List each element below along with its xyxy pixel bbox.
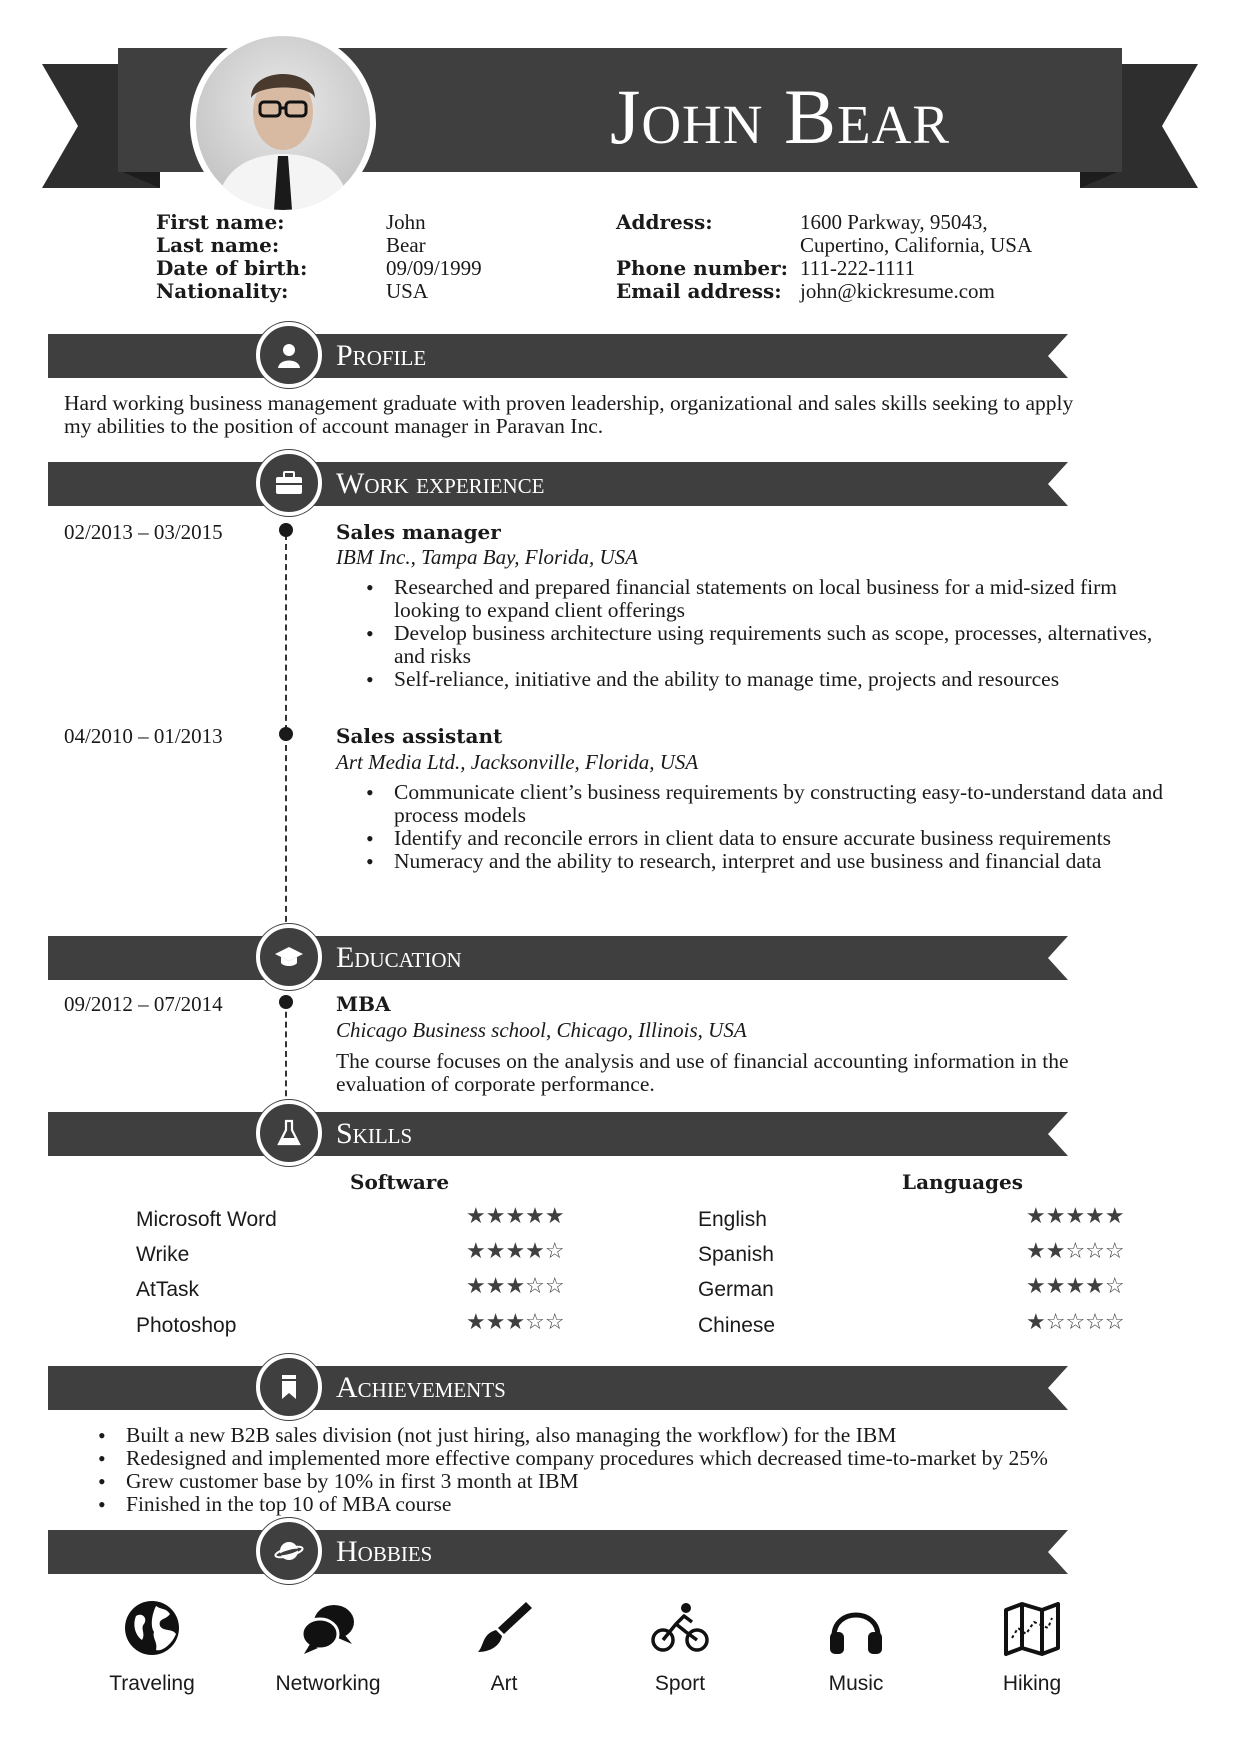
software-heading: Software	[350, 1170, 450, 1194]
speech-bubbles-icon	[248, 1598, 408, 1662]
address-line1: 1600 Parkway, 95043,	[800, 210, 988, 234]
list-item: • Finished in the top 10 of MBA course	[98, 1493, 1158, 1516]
briefcase-icon	[256, 450, 322, 516]
list-item: • Redesigned and implemented more effective company procedures which decreased time-to-market by 25%	[98, 1447, 1158, 1470]
skill-name: AtTask	[136, 1278, 200, 1301]
bookmark-icon	[256, 1354, 322, 1420]
skill-name: Wrike	[136, 1243, 190, 1266]
planet-icon	[256, 1518, 322, 1584]
person-icon	[256, 322, 322, 388]
education-school: Chicago Business school, Chicago, Illinois, USA	[336, 1018, 747, 1042]
graduation-cap-icon	[256, 924, 322, 990]
job-1-bullets	[366, 576, 1176, 691]
section-bar-hobbies	[48, 1530, 1068, 1574]
skill-name: Photoshop	[136, 1314, 237, 1337]
hobby-label-hiking: Hiking	[1002, 1672, 1062, 1695]
rating-stars: ★★★☆☆	[466, 1310, 565, 1335]
section-bar-profile	[48, 334, 1068, 378]
list-item: • Researched and prepared financial statements on local business for a mid-sized firm looking to expand client offerings	[366, 576, 1176, 622]
section-title-education: Education	[336, 941, 462, 974]
section-title-achievements: Achievements	[336, 1371, 506, 1404]
rating-stars: ★☆☆☆☆	[1026, 1310, 1125, 1335]
section-title-profile: Profile	[336, 339, 427, 372]
globe-icon	[72, 1598, 232, 1662]
cyclist-icon	[600, 1598, 760, 1662]
list-item: • Self-reliance, initiative and the ability to manage time, projects and resources	[366, 668, 1176, 691]
job-2-company: Art Media Ltd., Jacksonville, Florida, USA	[336, 750, 699, 774]
profile-text-line2: my abilities to the position of account manager in Paravan Inc.	[64, 414, 604, 438]
hobby-label-networking: Networking	[275, 1672, 381, 1695]
phone-value: 111-222-1111	[800, 256, 916, 280]
education-timeline	[285, 1002, 287, 1106]
education-desc-line2: evaluation of corporate performance.	[336, 1072, 655, 1096]
list-item: • Identify and reconcile errors in client data to ensure accurate business requirements	[366, 827, 1176, 850]
education-dates: 09/2012 – 07/2014	[64, 992, 223, 1016]
job-2-bullets	[366, 781, 1176, 873]
timeline-dot	[279, 727, 293, 741]
hobby-label-traveling: Traveling	[109, 1672, 195, 1695]
education-desc-line1: The course focuses on the analysis and use of financial accounting information in the	[336, 1049, 1069, 1073]
hobby-label-music: Music	[828, 1672, 884, 1695]
job-2-dates: 04/2010 – 01/2013	[64, 724, 223, 748]
skill-name: English	[698, 1208, 767, 1231]
hobby-label-sport: Sport	[654, 1672, 706, 1695]
nationality-value: USA	[386, 279, 429, 303]
email-value: john@kickresume.com	[800, 279, 995, 303]
list-item: • Grew customer base by 10% in first 3 month at IBM	[98, 1470, 1158, 1493]
hobby-label-art: Art	[490, 1672, 518, 1695]
job-1-company: IBM Inc., Tampa Bay, Florida, USA	[336, 545, 638, 569]
rating-stars: ★★★★☆	[1026, 1274, 1125, 1299]
list-item: • Communicate client’s business requirements by constructing easy-to-understand data and process models	[366, 781, 1176, 827]
languages-heading: Languages	[902, 1170, 1024, 1194]
first-name-label: First name:	[156, 210, 285, 234]
flask-icon	[256, 1100, 322, 1166]
paintbrush-icon	[424, 1598, 584, 1662]
section-bar-education	[48, 936, 1068, 980]
rating-stars: ★★★★☆	[466, 1239, 565, 1264]
section-title-work: Work experience	[336, 467, 545, 500]
achievements-list	[98, 1424, 1158, 1516]
headphones-icon	[776, 1598, 936, 1662]
address-label: Address:	[616, 210, 713, 234]
job-1-title: Sales manager	[336, 520, 501, 544]
rating-stars: ★★☆☆☆	[1026, 1239, 1125, 1264]
list-item: • Develop business architecture using requirements such as scope, processes, alternatives, and risks	[366, 622, 1176, 668]
job-2-title: Sales assistant	[336, 724, 503, 748]
section-bar-skills	[48, 1112, 1068, 1156]
map-icon	[952, 1598, 1112, 1662]
address-line2: Cupertino, California, USA	[800, 233, 1033, 257]
job-1-dates: 02/2013 – 03/2015	[64, 520, 223, 544]
section-bar-work	[48, 462, 1068, 506]
skill-name: Microsoft Word	[136, 1208, 277, 1231]
email-label: Email address:	[616, 279, 782, 303]
rating-stars: ★★★☆☆	[466, 1274, 565, 1299]
dob-label: Date of birth:	[156, 256, 308, 280]
education-degree: MBA	[336, 992, 391, 1016]
last-name-value: Bear	[386, 233, 426, 257]
section-title-hobbies: Hobbies	[336, 1535, 433, 1568]
section-title-skills: Skills	[336, 1117, 413, 1150]
skill-name: Chinese	[698, 1314, 776, 1337]
timeline-dot	[279, 995, 293, 1009]
rating-stars: ★★★★★	[466, 1204, 565, 1229]
list-item: • Numeracy and the ability to research, interpret and use business and financial data	[366, 850, 1176, 873]
dob-value: 09/09/1999	[386, 256, 482, 280]
skill-name: German	[698, 1278, 774, 1301]
timeline-dot	[279, 523, 293, 537]
first-name-value: John	[386, 210, 426, 234]
last-name-label: Last name:	[156, 233, 280, 257]
skill-name: Spanish	[698, 1243, 774, 1266]
list-item: • Built a new B2B sales division (not just hiring, also managing the workflow) for the IBM	[98, 1424, 1158, 1447]
nationality-label: Nationality:	[156, 279, 289, 303]
profile-text-line1: Hard working business management graduate with proven leadership, organizational and sales skills seeking to apply	[64, 391, 1074, 415]
candidate-name: John Bear	[609, 73, 951, 160]
section-bar-achievements	[48, 1366, 1068, 1410]
profile-photo	[190, 30, 376, 216]
rating-stars: ★★★★★	[1026, 1204, 1125, 1229]
phone-label: Phone number:	[616, 256, 789, 280]
